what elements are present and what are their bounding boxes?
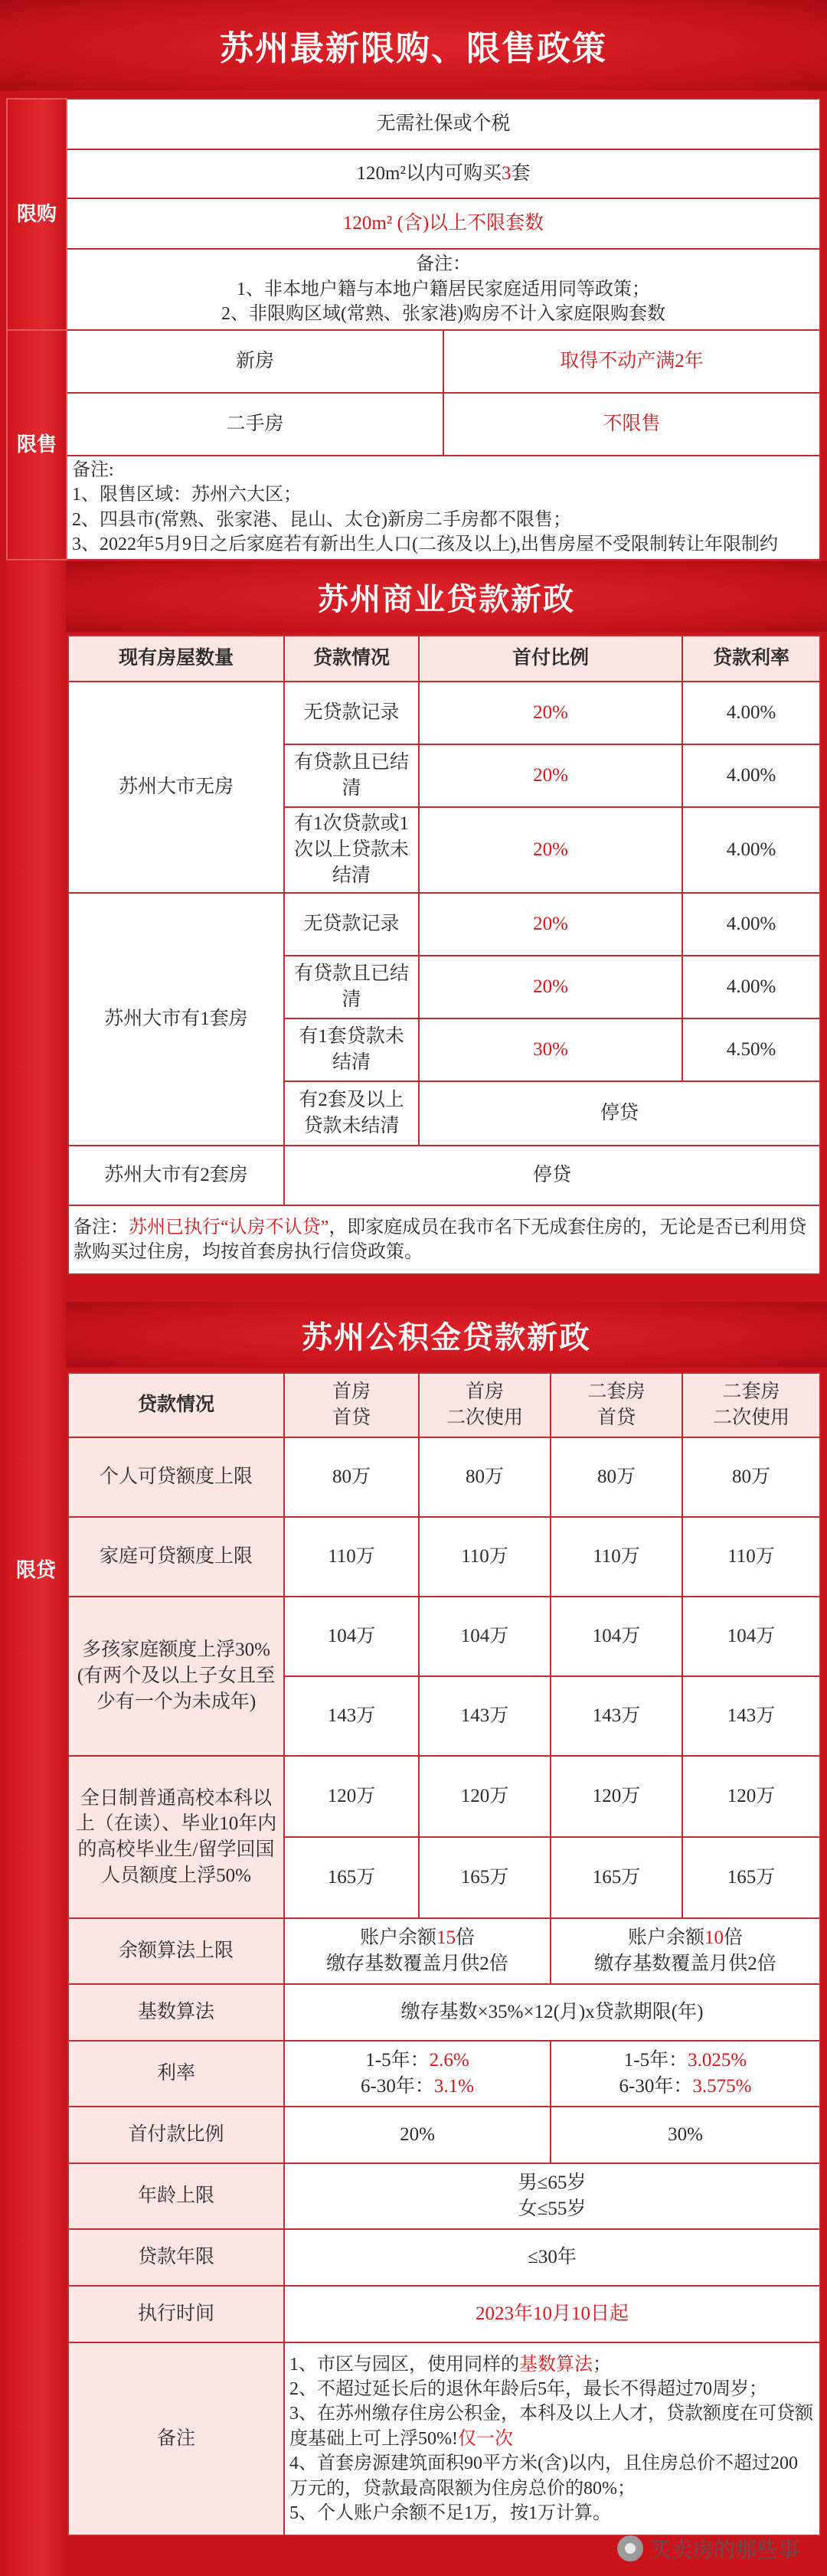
term-label: 贷款年限 (68, 2229, 284, 2286)
purchase-note: 备注： 1、非本地户籍与本地户籍居民家庭适用同等政策； 2、非限购区域(常熟、张家港)购房不计入家庭限购套数 (67, 249, 820, 330)
down-payment: 20% (419, 807, 682, 893)
loan-stopped: 停贷 (284, 1146, 820, 1205)
limit-value: 80万 (419, 1437, 551, 1517)
graduate-label: 全日制普通高校本科以上（在读）、毕业10年内的高校毕业生/留学回国人员额度上浮50% (68, 1756, 284, 1918)
limit-value: 120万 (419, 1756, 551, 1837)
restriction-table (6, 98, 821, 561)
limit-value: 104万 (551, 1597, 682, 1676)
limit-value: 80万 (682, 1437, 820, 1517)
col-header-first-first: 首房 首贷 (284, 1373, 419, 1437)
down-payment: 20% (419, 744, 682, 807)
multi-child-label: 多孩家庭额度上浮30%(有两个及以上子女且至少有一个为未成年) (68, 1597, 284, 1756)
col-header-loan-status: 贷款情况 (284, 636, 419, 682)
limit-value: 165万 (284, 1837, 419, 1918)
down-payment: 30% (419, 1018, 682, 1081)
loan-stopped: 停贷 (419, 1081, 820, 1146)
base-label: 基数算法 (68, 1984, 284, 2041)
watermark-text: 买卖房的那些事 (649, 2538, 799, 2561)
rate-second-home: 1-5年：3.025% 6-30年：3.575% (551, 2041, 820, 2107)
interest-rate: 4.00% (682, 682, 820, 744)
limit-value: 110万 (551, 1517, 682, 1597)
interest-rate: 4.50% (682, 1018, 820, 1081)
side-label-purchase: 限购 (7, 99, 67, 330)
commercial-note: 备注：苏州已执行“认房不认贷”，即家庭成员在我市名下无成套住房的，无论是否已利用贷款购买过住房，均按首套房执行信贷政策。 (68, 1205, 820, 1274)
balance-second-home: 账户余额10倍 缴存基数覆盖月供2倍 (551, 1918, 820, 1984)
limit-value: 120万 (682, 1756, 820, 1837)
group-one-house: 苏州大市有1套房 (68, 893, 284, 1146)
sale-note: 备注: 1、限售区域：苏州六大区； 2、四县市(常熟、张家港、昆山、太仓)新房二手房都不限售； 3、2022年5月9日之后家庭若有新出生人口(二孩及以上),出售房屋不受限制转让年限制约 (67, 456, 820, 560)
limit-value: 120万 (551, 1756, 682, 1837)
loan-status: 有1套贷款未结清 (284, 1018, 419, 1081)
col-header-second-first: 二套房 首贷 (551, 1373, 682, 1437)
limit-value: 110万 (284, 1517, 419, 1597)
loan-status: 有贷款且已结清 (284, 744, 419, 807)
down-payment: 20% (419, 682, 682, 744)
side-label-sale: 限售 (7, 330, 67, 560)
limit-value: 110万 (419, 1517, 551, 1597)
limit-value: 80万 (284, 1437, 419, 1517)
personal-limit-label: 个人可贷额度上限 (68, 1437, 284, 1517)
limit-value: 165万 (419, 1837, 551, 1918)
col-header-down-payment: 首付比例 (419, 636, 682, 682)
purchase-row-1: 无需社保或个税 (67, 99, 820, 149)
rate-first-home: 1-5年：2.6% 6-30年：3.1% (284, 2041, 551, 2107)
limit-value: 165万 (551, 1837, 682, 1918)
title-policy: 苏州最新限购、限售政策 (0, 0, 827, 90)
interest-rate: 4.00% (682, 807, 820, 893)
col-header-interest-rate: 贷款利率 (682, 636, 820, 682)
exec-value: 2023年10月10日起 (284, 2286, 820, 2342)
sale-second-label: 二手房 (67, 393, 443, 456)
fund-notes: 1、市区与园区，使用同样的基数算法； 2、不超过延长后的退休年龄后5年，最长不得超过70周岁； 3、在苏州缴存住房公积金，本科及以上人才，贷款额度在可贷额度基础上可上浮50%!仅一次 4、首套房源建筑面积90平方米(含)以内，且住房总价不超过200万元的，贷款最高限额为住房总价的80%； 5、个人账户余额不足1万，按1万计算。 (284, 2342, 820, 2535)
sale-new-label: 新房 (67, 330, 443, 393)
down-payment-label: 首付款比例 (68, 2107, 284, 2163)
col-header-first-second: 首房 二次使用 (419, 1373, 551, 1437)
limit-value: 143万 (551, 1676, 682, 1756)
down-first-home: 20% (284, 2107, 551, 2163)
loan-status: 无贷款记录 (284, 682, 419, 744)
loan-status: 无贷款记录 (284, 893, 419, 956)
age-limit: 男≤65岁 女≤55岁 (284, 2163, 820, 2229)
interest-rate: 4.00% (682, 744, 820, 807)
loan-status: 有贷款且已结清 (284, 956, 419, 1018)
col-header-loan-type: 贷款情况 (68, 1373, 284, 1437)
balance-label: 余额算法上限 (68, 1918, 284, 1984)
col-header-second-second: 二套房 二次使用 (682, 1373, 820, 1437)
limit-value: 165万 (682, 1837, 820, 1918)
interest-rate: 4.00% (682, 956, 820, 1018)
limit-value: 104万 (682, 1597, 820, 1676)
side-label-loan: 限贷 (6, 561, 66, 2576)
base-formula: 缴存基数×35%×12(月)x贷款期限(年) (284, 1984, 820, 2041)
balance-first-home: 账户余额15倍 缴存基数覆盖月供2倍 (284, 1918, 551, 1984)
limit-value: 143万 (682, 1676, 820, 1756)
commercial-loan-table (67, 635, 821, 1275)
down-second-home: 30% (551, 2107, 820, 2163)
fund-loan-table (67, 1372, 821, 2536)
watermark-logo-icon (617, 2535, 643, 2561)
limit-value: 104万 (284, 1597, 419, 1676)
group-no-house: 苏州大市无房 (68, 682, 284, 893)
term-value: ≤30年 (284, 2229, 820, 2286)
down-payment: 20% (419, 956, 682, 1018)
loan-status: 有2套及以上贷款未结清 (284, 1081, 419, 1146)
group-two-houses: 苏州大市有2套房 (68, 1146, 284, 1205)
limit-value: 120万 (284, 1756, 419, 1837)
age-label: 年龄上限 (68, 2163, 284, 2229)
limit-value: 80万 (551, 1437, 682, 1517)
sale-second-value: 不限售 (443, 393, 820, 456)
limit-value: 143万 (419, 1676, 551, 1756)
purchase-row-2: 120m²以内可购买3套 (67, 149, 820, 198)
down-payment: 20% (419, 893, 682, 956)
exec-label: 执行时间 (68, 2286, 284, 2342)
rate-label: 利率 (68, 2041, 284, 2107)
watermark (617, 2533, 799, 2564)
purchase-row-3: 120m² (含)以上不限套数 (67, 198, 820, 249)
title-commercial: 苏州商业贷款新政 (66, 561, 827, 632)
notes-label: 备注 (68, 2342, 284, 2535)
family-limit-label: 家庭可贷额度上限 (68, 1517, 284, 1597)
limit-value: 143万 (284, 1676, 419, 1756)
sale-new-value: 取得不动产满2年 (443, 330, 820, 393)
title-fund: 苏州公积金贷款新政 (66, 1302, 827, 1368)
loan-status: 有1次贷款或1次以上贷款未结清 (284, 807, 419, 893)
limit-value: 110万 (682, 1517, 820, 1597)
limit-value: 104万 (419, 1597, 551, 1676)
interest-rate: 4.00% (682, 893, 820, 956)
col-header-houses: 现有房屋数量 (68, 636, 284, 682)
